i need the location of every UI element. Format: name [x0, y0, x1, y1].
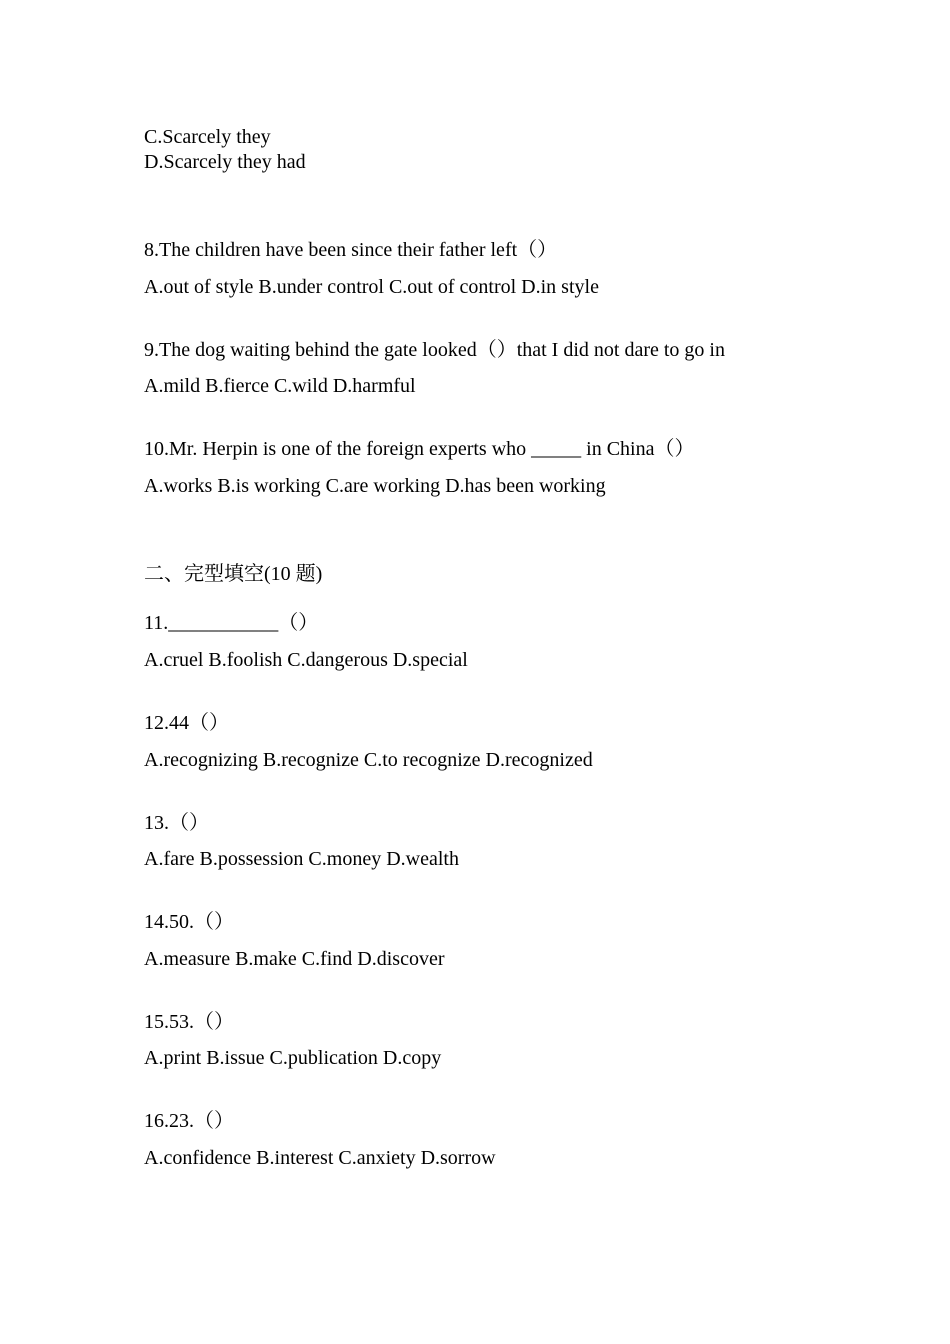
- question-14-options: A.measure B.make C.find D.discover: [144, 948, 445, 970]
- question-12-stem: 12.44（）: [144, 712, 229, 734]
- question-16-stem: 16.23.（）: [144, 1110, 234, 1132]
- question-16-options: A.confidence B.interest C.anxiety D.sorrow: [144, 1147, 496, 1169]
- question-12-options: A.recognizing B.recognize C.to recognize D.recognized: [144, 749, 593, 771]
- question-11-stem: 11.___________（）: [144, 612, 319, 634]
- question-9-options: A.mild B.fierce C.wild D.harmful: [144, 375, 416, 397]
- section-heading: 二、完型填空(10 题): [144, 563, 323, 585]
- question-9-stem: 9.The dog waiting behind the gate looked（）that I did not dare to go in: [144, 339, 725, 361]
- question-10-stem: 10.Mr. Herpin is one of the foreign experts who _____ in China（）: [144, 438, 695, 460]
- question-10-options: A.works B.is working C.are working D.has been working: [144, 475, 606, 497]
- question-15-stem: 15.53.（）: [144, 1011, 234, 1033]
- question-13-stem: 13.（）: [144, 812, 209, 834]
- question-11-options: A.cruel B.foolish C.dangerous D.special: [144, 649, 468, 671]
- carryover-option-d: D.Scarcely they had: [144, 151, 306, 173]
- carryover-option-c: C.Scarcely they: [144, 126, 271, 148]
- question-13-options: A.fare B.possession C.money D.wealth: [144, 848, 459, 870]
- question-15-options: A.print B.issue C.publication D.copy: [144, 1047, 442, 1069]
- question-8-stem: 8.The children have been since their father left（）: [144, 239, 558, 261]
- question-8-options: A.out of style B.under control C.out of control D.in style: [144, 276, 599, 298]
- question-14-stem: 14.50.（）: [144, 911, 234, 933]
